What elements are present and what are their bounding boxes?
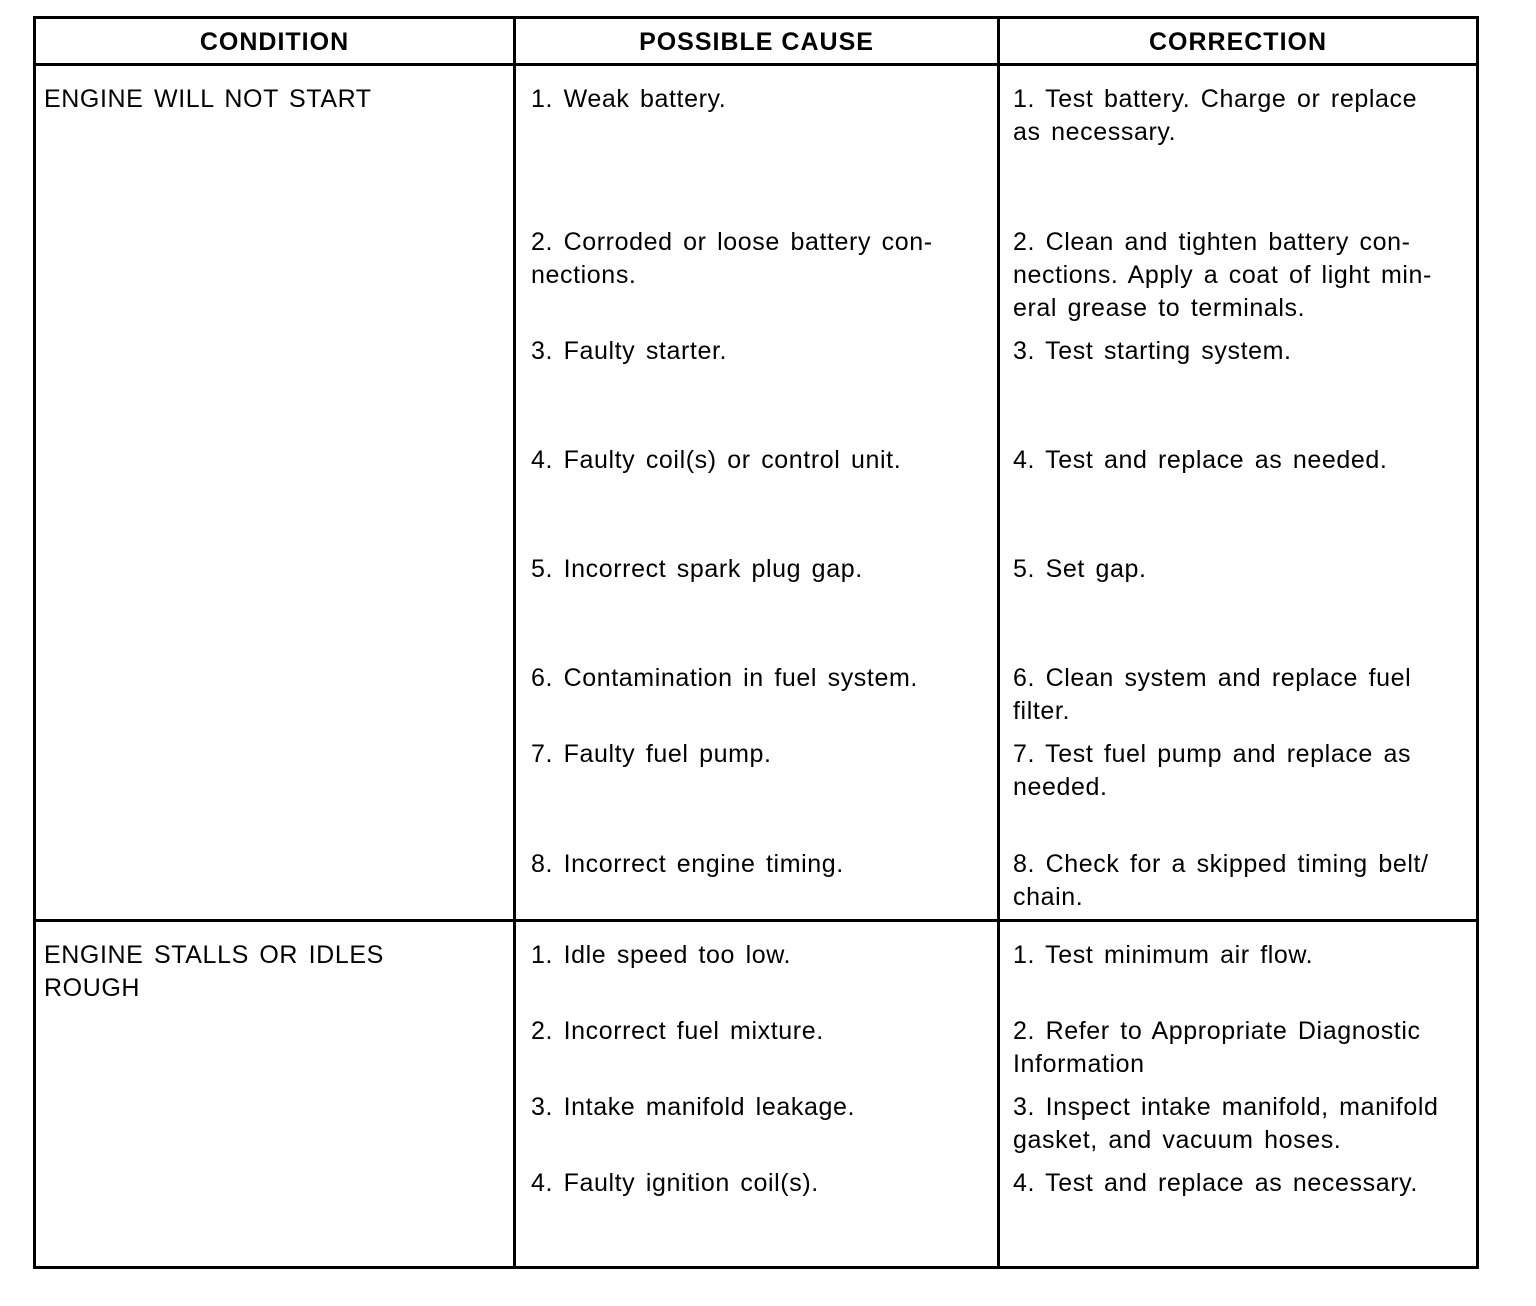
- cause-2-1: 1. Idle speed too low.: [531, 941, 792, 969]
- correction-1-7: 7. Test fuel pump and replace as needed.: [1013, 740, 1412, 801]
- correction-2-2: 2. Refer to Appropriate Diagnostic Information: [1013, 1017, 1421, 1078]
- correction-1-1: 1. Test battery. Charge or replace as necessary.: [1013, 85, 1418, 146]
- header-condition: CONDITION: [199, 28, 350, 56]
- condition-engine-stalls-or-idles-rough: ENGINE STALLS OR IDLES ROUGH: [44, 941, 384, 1002]
- correction-2-3: 3. Inspect intake manifold, manifold gasket, and vacuum hoses.: [1013, 1093, 1439, 1154]
- cause-1-5: 5. Incorrect spark plug gap.: [531, 555, 863, 583]
- diagnosis-table: [33, 16, 1479, 1269]
- header-possible-cause: POSSIBLE CAUSE: [639, 28, 874, 56]
- correction-1-3: 3. Test starting system.: [1013, 337, 1292, 365]
- cause-1-2: 2. Corroded or loose battery con- nections.: [531, 228, 933, 289]
- condition-engine-will-not-start: ENGINE WILL NOT START: [44, 85, 372, 113]
- cause-1-4: 4. Faulty coil(s) or control unit.: [531, 446, 902, 474]
- cause-1-7: 7. Faulty fuel pump.: [531, 740, 772, 768]
- correction-1-4: 4. Test and replace as needed.: [1013, 446, 1388, 474]
- cause-2-2: 2. Incorrect fuel mixture.: [531, 1017, 824, 1045]
- cause-1-1: 1. Weak battery.: [531, 85, 727, 113]
- correction-2-4: 4. Test and replace as necessary.: [1013, 1169, 1418, 1197]
- correction-1-5: 5. Set gap.: [1013, 555, 1147, 583]
- correction-1-8: 8. Check for a skipped timing belt/ chain.: [1013, 850, 1429, 911]
- cause-2-3: 3. Intake manifold leakage.: [531, 1093, 856, 1121]
- correction-1-6: 6. Clean system and replace fuel filter.: [1013, 664, 1412, 725]
- header-divider: [36, 63, 1476, 66]
- cause-1-8: 8. Incorrect engine timing.: [531, 850, 844, 878]
- column-divider-2: [997, 19, 1000, 1266]
- correction-2-1: 1. Test minimum air flow.: [1013, 941, 1314, 969]
- row-divider: [36, 919, 1476, 922]
- cause-1-6: 6. Contamination in fuel system.: [531, 664, 918, 692]
- cause-2-4: 4. Faulty ignition coil(s).: [531, 1169, 819, 1197]
- header-correction: CORRECTION: [1148, 28, 1328, 56]
- correction-1-2: 2. Clean and tighten battery con- nections. Apply a coat of light min- eral grease to terminals.: [1013, 228, 1432, 322]
- cause-1-3: 3. Faulty starter.: [531, 337, 728, 365]
- column-divider-1: [513, 19, 516, 1266]
